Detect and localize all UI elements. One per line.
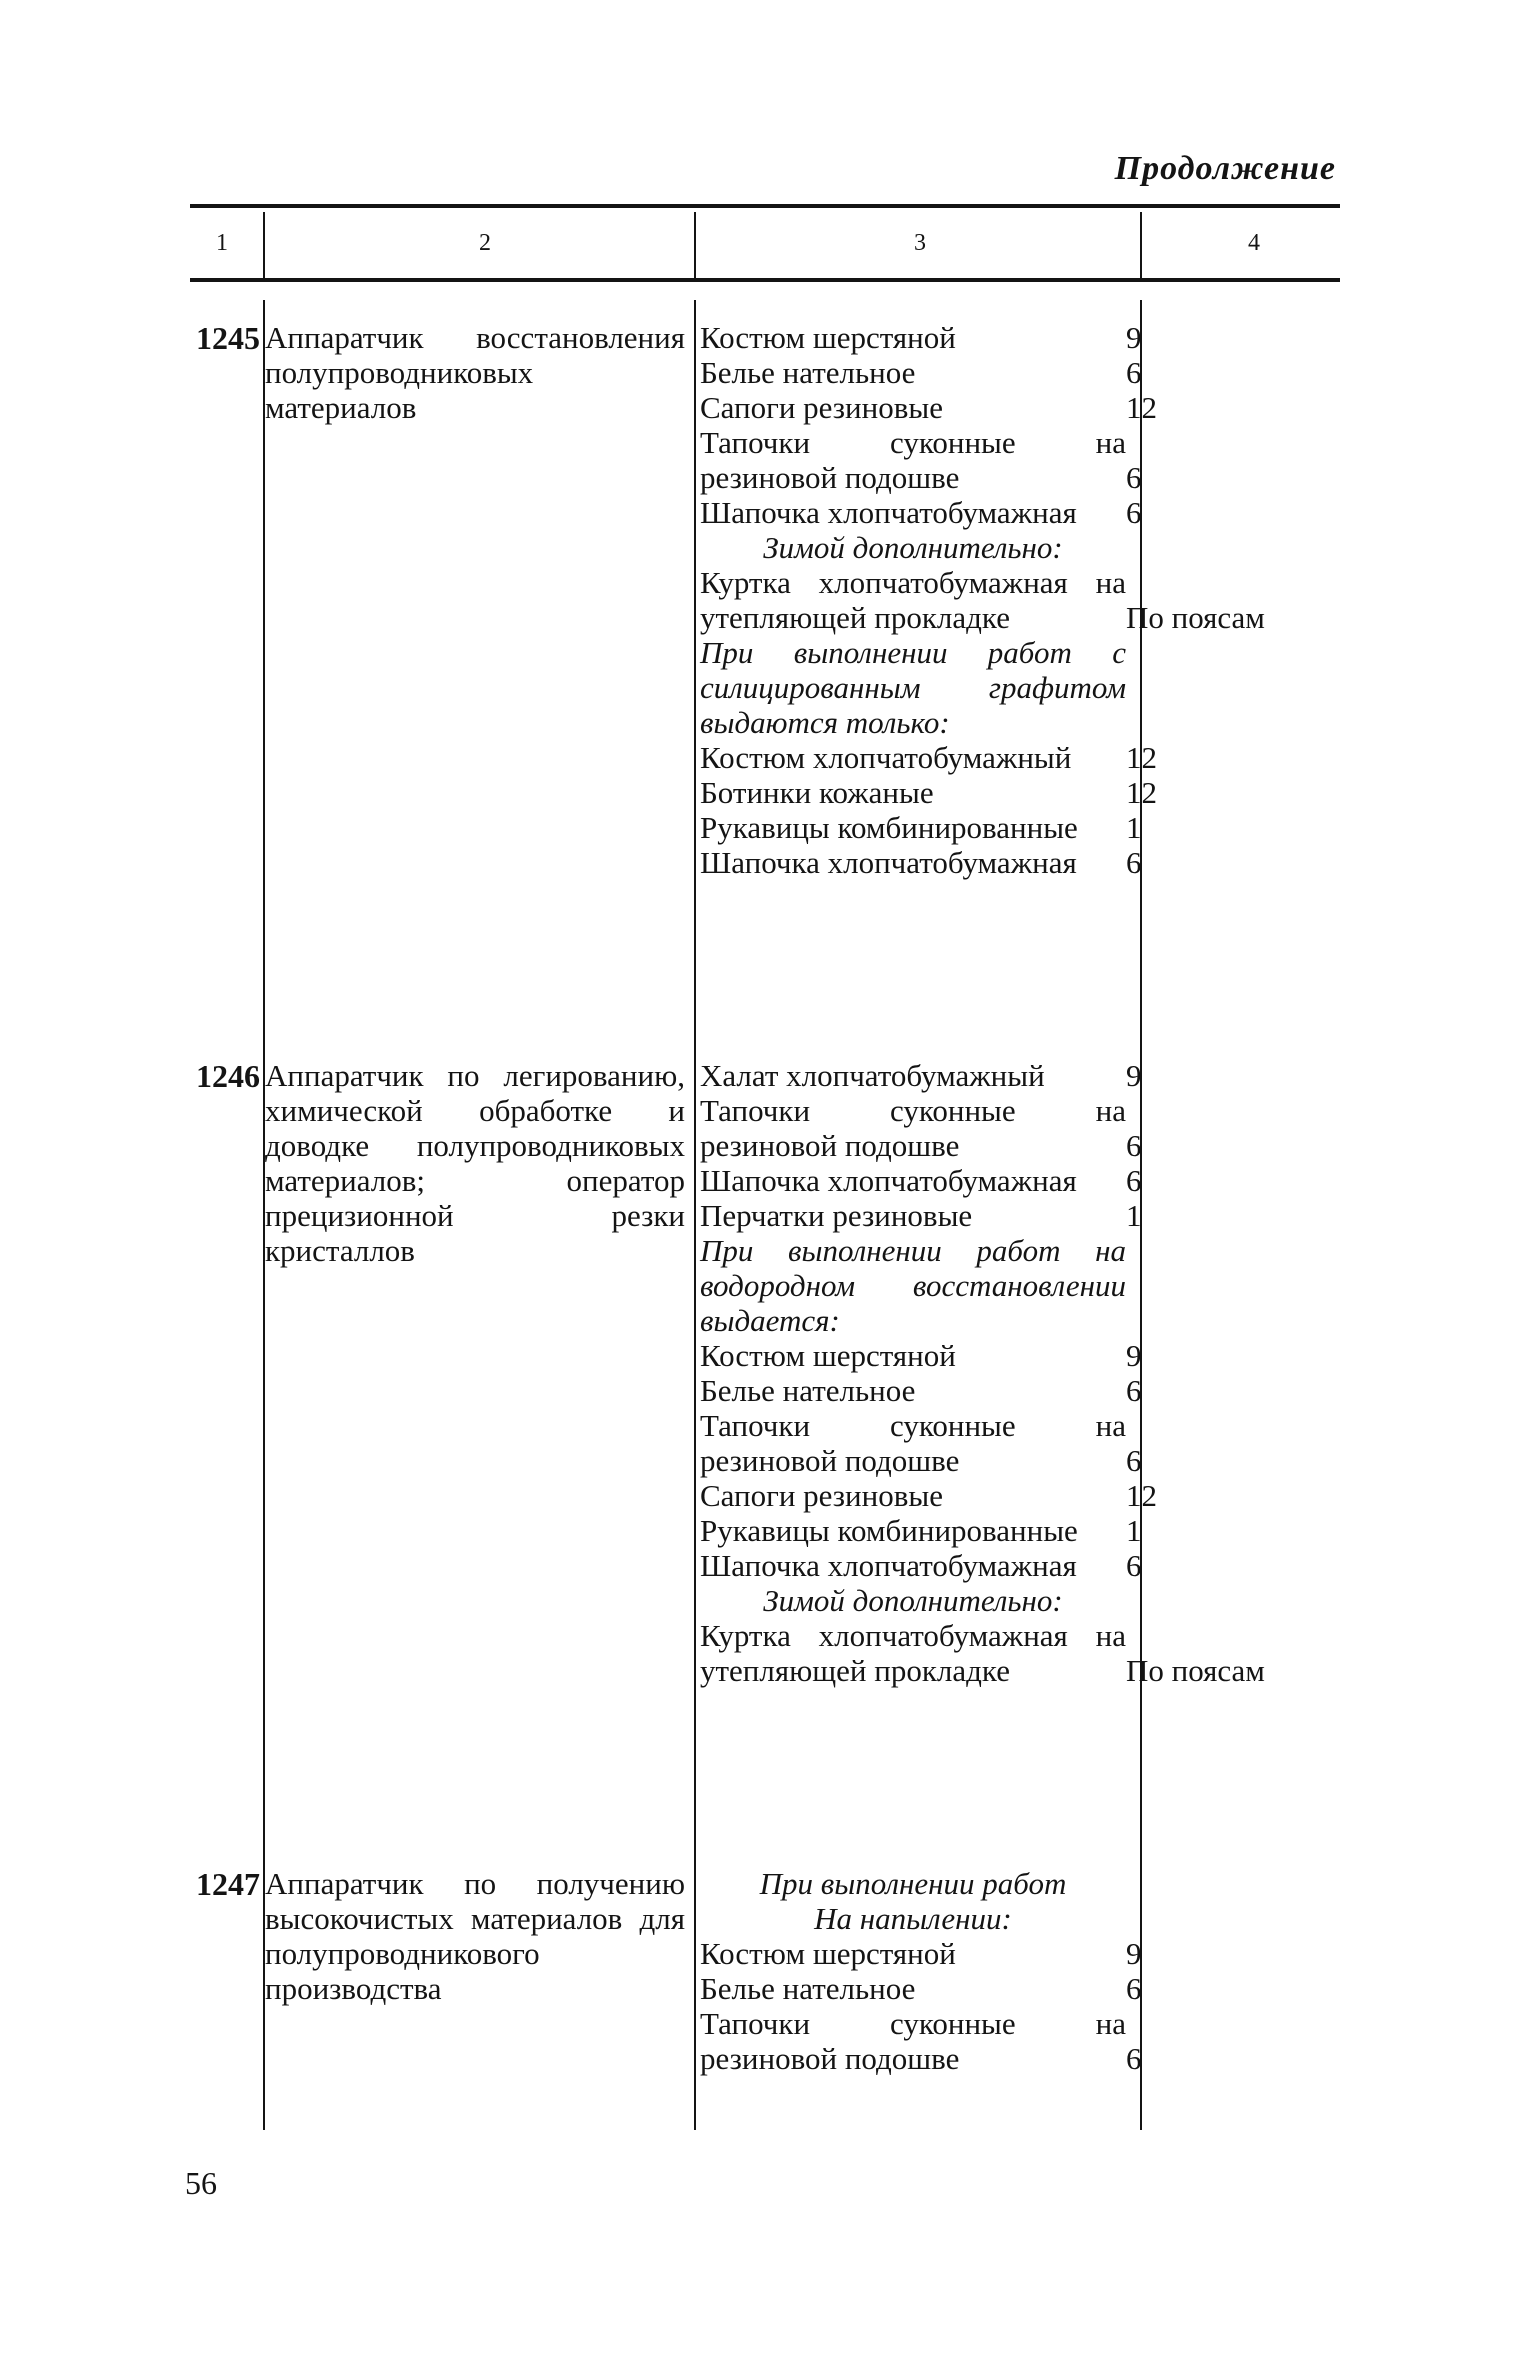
list-item: Костюм шерстяной 9 [700, 1338, 1126, 1373]
item-quantity: 6 [1126, 495, 1142, 530]
item-quantity: 12 [1126, 775, 1157, 810]
list-item: Шапочка хлопчатобумажная 6 [700, 845, 1126, 880]
list-note: При выполнении работ с силицированным графитом выдаются только: [700, 635, 1126, 740]
list-item: Костюм шерстяной 9 [700, 1936, 1126, 1971]
item-quantity: 9 [1126, 1058, 1142, 1093]
list-item: Перчатки резиновые 1 [700, 1198, 1126, 1233]
item-quantity: 6 [1126, 1971, 1142, 2006]
item-quantity: 1 [1126, 1198, 1142, 1233]
header-divider-2 [694, 212, 696, 278]
item-quantity: 12 [1126, 740, 1157, 775]
item-quantity: 1 [1126, 1513, 1142, 1548]
item-quantity: 6 [1126, 1128, 1142, 1163]
list-note: На напылении: [814, 1901, 1012, 1936]
list-item: Костюм шерстяной 9 [700, 320, 1126, 355]
list-item: Тапочки суконные на резиновой подошве 6 [700, 425, 1126, 495]
item-quantity: 6 [1126, 1373, 1142, 1408]
item-quantity: 12 [1126, 390, 1157, 425]
continuation-label: Продолжение [1114, 150, 1336, 187]
header-col-2: 2 [479, 230, 491, 256]
header-divider-1 [263, 212, 265, 278]
header-divider-3 [1140, 212, 1142, 278]
row-number: 1245 [196, 320, 260, 356]
row-number: 1247 [196, 1866, 260, 1902]
item-quantity: 6 [1126, 1548, 1142, 1583]
item-quantity: 1 [1126, 810, 1142, 845]
list-item: Халат хлопчатобумажный 9 [700, 1058, 1126, 1093]
row-number: 1246 [196, 1058, 260, 1094]
list-item: Тапочки суконные на резиновой подошве 6 [700, 2006, 1126, 2076]
profession-text: Аппаратчик по получению высокочистых материалов для полупроводникового производства [265, 1866, 685, 2006]
list-item: Рукавицы комбинированные 1 [700, 810, 1126, 845]
list-item: Белье нательное 6 [700, 1373, 1126, 1408]
list-item: Тапочки суконные на резиновой подошве 6 [700, 1408, 1126, 1478]
item-quantity: По поясам [1126, 1653, 1265, 1688]
body-divider-2 [694, 300, 696, 2130]
list-item: Сапоги резиновые 12 [700, 1478, 1126, 1513]
header-col-4: 4 [1248, 230, 1260, 256]
item-quantity: 6 [1126, 845, 1142, 880]
header-col-3: 3 [914, 230, 926, 256]
list-item: Ботинки кожаные 12 [700, 775, 1126, 810]
items-list [700, 1058, 1265, 1688]
list-item: Рукавицы комбинированные 1 [700, 1513, 1126, 1548]
list-item: Белье нательное 6 [700, 1971, 1126, 2006]
list-note: При выполнении работ [759, 1866, 1067, 1901]
item-quantity: 9 [1126, 320, 1142, 355]
list-note: Зимой дополнительно: [763, 1583, 1063, 1618]
item-quantity: 6 [1126, 355, 1142, 390]
item-quantity: 6 [1126, 1163, 1142, 1198]
profession-text: Аппаратчик по легированию, химической обработке и доводке полупроводниковых материалов; оператор прецизионной резки кристаллов [265, 1058, 685, 1268]
list-item: Белье нательное 6 [700, 355, 1126, 390]
list-note: При выполнении работ на водородном восстановлении выдается: [700, 1233, 1126, 1338]
item-quantity: По поясам [1126, 600, 1265, 635]
list-item: Сапоги резиновые 12 [700, 390, 1126, 425]
list-item: Шапочка хлопчатобумажная 6 [700, 1548, 1126, 1583]
page-number: 56 [185, 2165, 217, 2201]
list-item: Шапочка хлопчатобумажная 6 [700, 495, 1126, 530]
item-quantity: 12 [1126, 1478, 1157, 1513]
header-top-rule [190, 204, 1340, 208]
header-bottom-rule [190, 278, 1340, 282]
list-item: Тапочки суконные на резиновой подошве 6 [700, 1093, 1126, 1163]
items-list [700, 1866, 1142, 2076]
items-list [700, 320, 1265, 880]
item-quantity: 9 [1126, 1936, 1142, 1971]
list-item: Шапочка хлопчатобумажная 6 [700, 1163, 1126, 1198]
item-quantity: 6 [1126, 1443, 1142, 1478]
item-quantity: 9 [1126, 1338, 1142, 1373]
item-quantity: 6 [1126, 460, 1142, 495]
list-item: Куртка хлопчатобумажная на утепляющей прокладке По поясам [700, 565, 1126, 635]
list-item: Куртка хлопчатобумажная на утепляющей прокладке По поясам [700, 1618, 1126, 1688]
profession-text: Аппаратчик восстановления полупроводниковых материалов [265, 320, 685, 425]
list-item: Костюм хлопчатобумажный 12 [700, 740, 1126, 775]
item-quantity: 6 [1126, 2041, 1142, 2076]
list-note: Зимой дополнительно: [763, 530, 1063, 565]
header-col-1: 1 [216, 230, 228, 256]
